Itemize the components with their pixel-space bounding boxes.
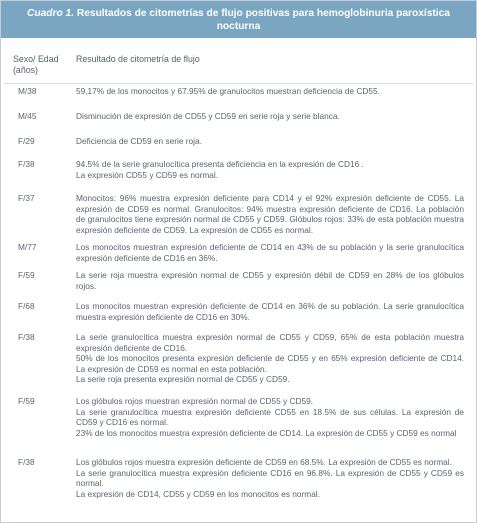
sex-age-cell: F/38 (18, 159, 35, 169)
result-text: La expresión de CD14, CD55 y CD59 en los monocitos es normal. (76, 488, 320, 499)
sex-age-cell: F/37 (18, 193, 35, 203)
result-cell (76, 270, 470, 291)
sex-age-cell: F/38 (18, 457, 35, 467)
header-result: Resultado de citometría de flujo (76, 54, 200, 64)
table-row (1, 193, 476, 235)
result-text: Deficiencia de CD59 en serie roja. (76, 136, 202, 146)
table-row (1, 136, 476, 147)
table-row (1, 86, 476, 97)
sex-age-cell: F/68 (18, 301, 35, 311)
table-title-line (7, 7, 470, 33)
result-cell (76, 242, 470, 263)
result-text: Los glóbulos rojos muestran expresión normal de CD55 y CD59. (76, 396, 314, 406)
result-text: Los glóbulos rojos muestra expresión deficiente de CD59 en 68.5%. La expresión de CD55 es normal. (76, 457, 452, 467)
sex-age-cell: F/59 (18, 396, 35, 406)
table-row (1, 111, 476, 122)
result-text: La serie granulocítica muestra expresión deficiente CD55 en 18.5% de sus células. La expresión de CD59 y CD16 es normal. (76, 406, 464, 428)
result-cell (76, 457, 470, 499)
header-divider (4, 83, 473, 84)
table-title (1, 1, 476, 38)
result-cell (76, 301, 470, 322)
table-row (1, 332, 476, 385)
table-row (1, 301, 476, 322)
sex-age-cell: M/38 (18, 86, 37, 96)
sex-age-cell: M/77 (18, 242, 37, 252)
result-text: La serie granulocítica muestra expresión normal de CD55 y CD59, 65% de esta población muestra expresión deficiente de CD16. (76, 332, 464, 353)
result-text: La serie granulocítica muestra expresión deficiente CD16 en 96.8%. La expresión de CD55 y CD59 es normal. (76, 467, 464, 489)
result-text: Disminución de expresión de CD55 y CD59 en serie roja y serie blanca. (76, 111, 340, 121)
result-text: 50% de los monocitos presenta expresión deficiente de CD55 y en 65% expresión deficiente de CD14. La expresión de CD59 es normal en esta población. (76, 353, 464, 374)
table-row (1, 457, 476, 499)
header-row (1, 38, 476, 83)
result-text: 59.17% de los monocitos y 67.95% de granulocitos muestran deficiencia de CD55. (76, 86, 380, 96)
result-cell (76, 332, 470, 385)
result-text: 94.5% de la serie granulocítica presenta deficiencia en la expresión de CD16 . (76, 159, 364, 169)
result-cell (76, 111, 470, 122)
result-cell (76, 396, 470, 438)
result-cell (76, 193, 470, 235)
result-text: La serie roja muestra expresión normal de CD55 y expresión débil de CD59 en 28% de los glóbulos rojos. (76, 270, 464, 291)
sex-age-cell: F/59 (18, 270, 35, 280)
table-title-text: Resultados de citometrías de flujo positivas para hemoglobinuria paroxística nocturna (76, 7, 450, 32)
table-row (1, 396, 476, 438)
table-row (1, 270, 476, 291)
header-sex-age: Sexo/ Edad (años) (13, 54, 59, 75)
result-text: La expresión CD55 y CD59 es normal. (76, 169, 219, 180)
table-row (1, 159, 476, 180)
result-cell (76, 86, 470, 97)
table-number: Cuadro 1. (27, 7, 75, 19)
result-text: Los monocitos muestran expresión deficiente de CD14 en 36% de su población. La serie granulocítica muestra expresión deficiente de CD16 en 30%. (76, 301, 464, 322)
result-cell (76, 159, 470, 180)
sex-age-cell: F/29 (18, 136, 35, 146)
result-text: La serie roja presenta expresión normal de CD55 y CD59. (76, 374, 290, 385)
result-text: 23% de los monocitos muestra expresión deficiente de CD14. La expresión de CD55 y CD59 es normal (76, 427, 457, 438)
result-text: Monocitos: 96% muestra expresión deficiente para CD14 y el 92% expresión deficiente de CD55. La expresión de CD59 es normal. Granulocitos: 94% muestra expresión deficiente de CD16. La población de granulocitos tiene expresión normal de CD55 y CD59. Glóbulos rojos: 33% de esta población muestra expresión deficiente de CD59. La expresión de CD55 es normal. (76, 193, 464, 235)
result-cell (76, 136, 470, 147)
sex-age-cell: M/45 (18, 111, 37, 121)
result-text: Los monocitos muestran expresión deficiente de CD14 en 43% de su población y la serie granulocítica expresión deficiente de CD16 en 36%. (76, 242, 464, 263)
sex-age-cell: F/38 (18, 332, 35, 342)
table-row (1, 242, 476, 263)
